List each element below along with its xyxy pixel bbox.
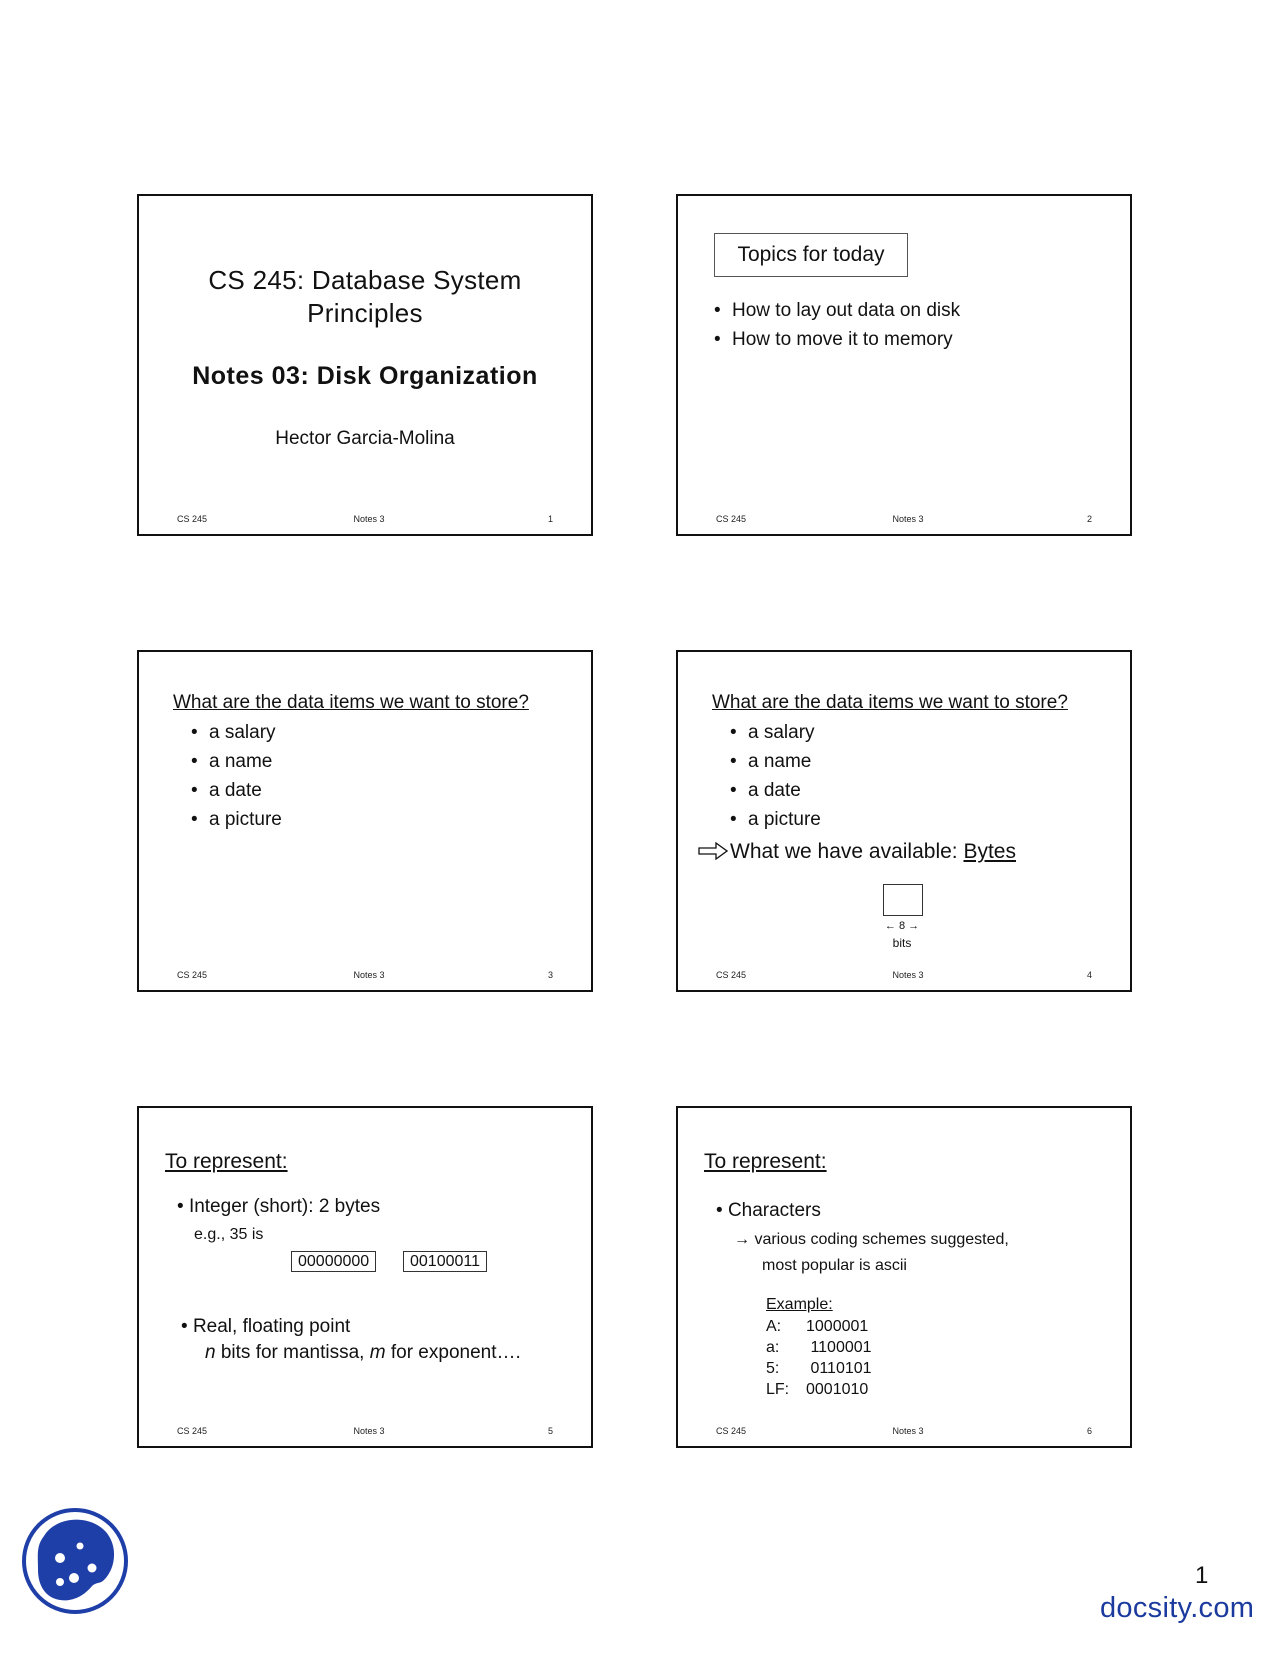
scheme-text-1: various coding schemes suggested,	[754, 1231, 1009, 1248]
high-byte-box: 00000000	[291, 1251, 376, 1272]
scheme-line-1	[734, 1231, 1009, 1249]
page-number: 1	[1195, 1562, 1209, 1589]
characters-bullet	[716, 1200, 821, 1222]
slide-heading: What are the data items we want to store?	[173, 692, 529, 713]
slide-footer	[139, 1426, 591, 1438]
ascii-key: 5:	[766, 1360, 780, 1377]
real-bullet	[181, 1316, 350, 1338]
integer-bullet	[177, 1196, 380, 1218]
data-items-list	[730, 718, 821, 834]
list-item: • a picture	[191, 805, 282, 834]
topics-list	[714, 296, 960, 354]
byte-box	[883, 884, 923, 916]
bullet-icon: •	[177, 1196, 189, 1217]
scheme-line-2: most popular is ascii	[762, 1257, 907, 1274]
footer-notes: Notes 3	[353, 514, 385, 524]
ascii-example-row	[766, 1318, 868, 1336]
list-item: • a name	[191, 747, 282, 776]
slide-1-author: Hector Garcia-Molina	[275, 428, 455, 449]
available-prefix: What we have available:	[730, 840, 964, 863]
ascii-key: A:	[766, 1318, 782, 1335]
list-item: • How to move it to memory	[714, 325, 960, 354]
slide-footer	[139, 970, 591, 982]
ascii-example-row	[766, 1381, 868, 1399]
footer-notes: Notes 3	[892, 970, 924, 980]
bits-count: 8	[898, 920, 906, 932]
footer-course: CS 245	[716, 1426, 747, 1436]
available-line	[698, 840, 1016, 866]
footer-page-number: 3	[547, 970, 553, 980]
docsity-logo-icon	[20, 1506, 130, 1616]
slide-5	[137, 1106, 593, 1448]
right-arrow-icon: →	[734, 1231, 755, 1248]
footer-page-number: 2	[1086, 514, 1092, 524]
footer-course: CS 245	[716, 514, 747, 524]
bullet-icon: •	[181, 1316, 193, 1337]
slide-title-line-1: CS 245: Database System	[208, 265, 522, 295]
left-arrow-icon: ←	[884, 920, 896, 932]
footer-page-number: 6	[1086, 1426, 1092, 1436]
ascii-example-row	[766, 1339, 872, 1357]
real-text: Real, floating point	[192, 1316, 351, 1337]
right-arrow-icon: →	[908, 920, 920, 932]
exponent-var: m	[369, 1342, 386, 1363]
footer-notes: Notes 3	[892, 1426, 924, 1436]
footer-course: CS 245	[716, 970, 747, 980]
slide-title-line-2: Principles	[307, 298, 423, 328]
slide-2	[676, 194, 1132, 536]
slide-footer	[678, 514, 1130, 526]
footer-notes: Notes 3	[353, 1426, 385, 1436]
list-item: • How to lay out data on disk	[714, 296, 960, 325]
integer-text: Integer (short): 2 bytes	[188, 1196, 381, 1217]
slide-footer	[139, 514, 591, 526]
footer-page-number: 5	[547, 1426, 553, 1436]
slide-heading: To represent:	[165, 1150, 288, 1173]
docsity-brand-link[interactable]: docsity.com	[1100, 1592, 1255, 1624]
mantissa-var: n	[205, 1342, 216, 1363]
bits-dimension	[873, 920, 931, 932]
slide-heading: What are the data items we want to store?	[712, 692, 1068, 713]
topics-title-box: Topics for today	[714, 233, 908, 277]
footer-course: CS 245	[177, 514, 208, 524]
slide-6	[676, 1106, 1132, 1448]
slide-footer	[678, 970, 1130, 982]
list-item: • a salary	[191, 718, 282, 747]
list-item: • a date	[730, 776, 821, 805]
ascii-example-row	[766, 1360, 872, 1378]
list-item: • a salary	[730, 718, 821, 747]
mantissa-text: bits for mantissa,	[215, 1342, 370, 1363]
low-byte-box: 00100011	[403, 1251, 487, 1272]
footer-notes: Notes 3	[892, 514, 924, 524]
slide-1-title	[159, 264, 571, 330]
list-item: • a picture	[730, 805, 821, 834]
data-items-list	[191, 718, 282, 834]
list-item: • a date	[191, 776, 282, 805]
slide-3	[137, 650, 593, 992]
characters-text: Characters	[727, 1200, 821, 1221]
ascii-value: 0110101	[806, 1360, 872, 1377]
hollow-arrow-icon	[698, 842, 728, 866]
ascii-value: 1100001	[806, 1339, 872, 1356]
ascii-value: 1000001	[806, 1318, 869, 1335]
slide-heading: To represent:	[704, 1150, 827, 1173]
ascii-value: 0001010	[806, 1381, 869, 1398]
footer-page-number: 4	[1086, 970, 1092, 980]
bullet-icon: •	[716, 1200, 728, 1221]
ascii-key: LF:	[766, 1381, 790, 1398]
footer-course: CS 245	[177, 1426, 208, 1436]
footer-course: CS 245	[177, 970, 208, 980]
example-heading: Example:	[766, 1296, 833, 1313]
list-item: • a name	[730, 747, 821, 776]
example-line: e.g., 35 is	[194, 1226, 264, 1243]
exponent-text: for exponent….	[385, 1342, 521, 1363]
available-bytes: Bytes	[963, 840, 1016, 863]
slide-1-subtitle: Notes 03: Disk Organization	[192, 362, 538, 390]
ascii-key: a:	[766, 1339, 780, 1356]
footer-page-number: 1	[547, 514, 553, 524]
footer-notes: Notes 3	[353, 970, 385, 980]
slide-1	[137, 194, 593, 536]
slide-footer	[678, 1426, 1130, 1438]
slide-4	[676, 650, 1132, 992]
mantissa-line	[205, 1342, 521, 1364]
bits-label: bits	[892, 936, 912, 950]
